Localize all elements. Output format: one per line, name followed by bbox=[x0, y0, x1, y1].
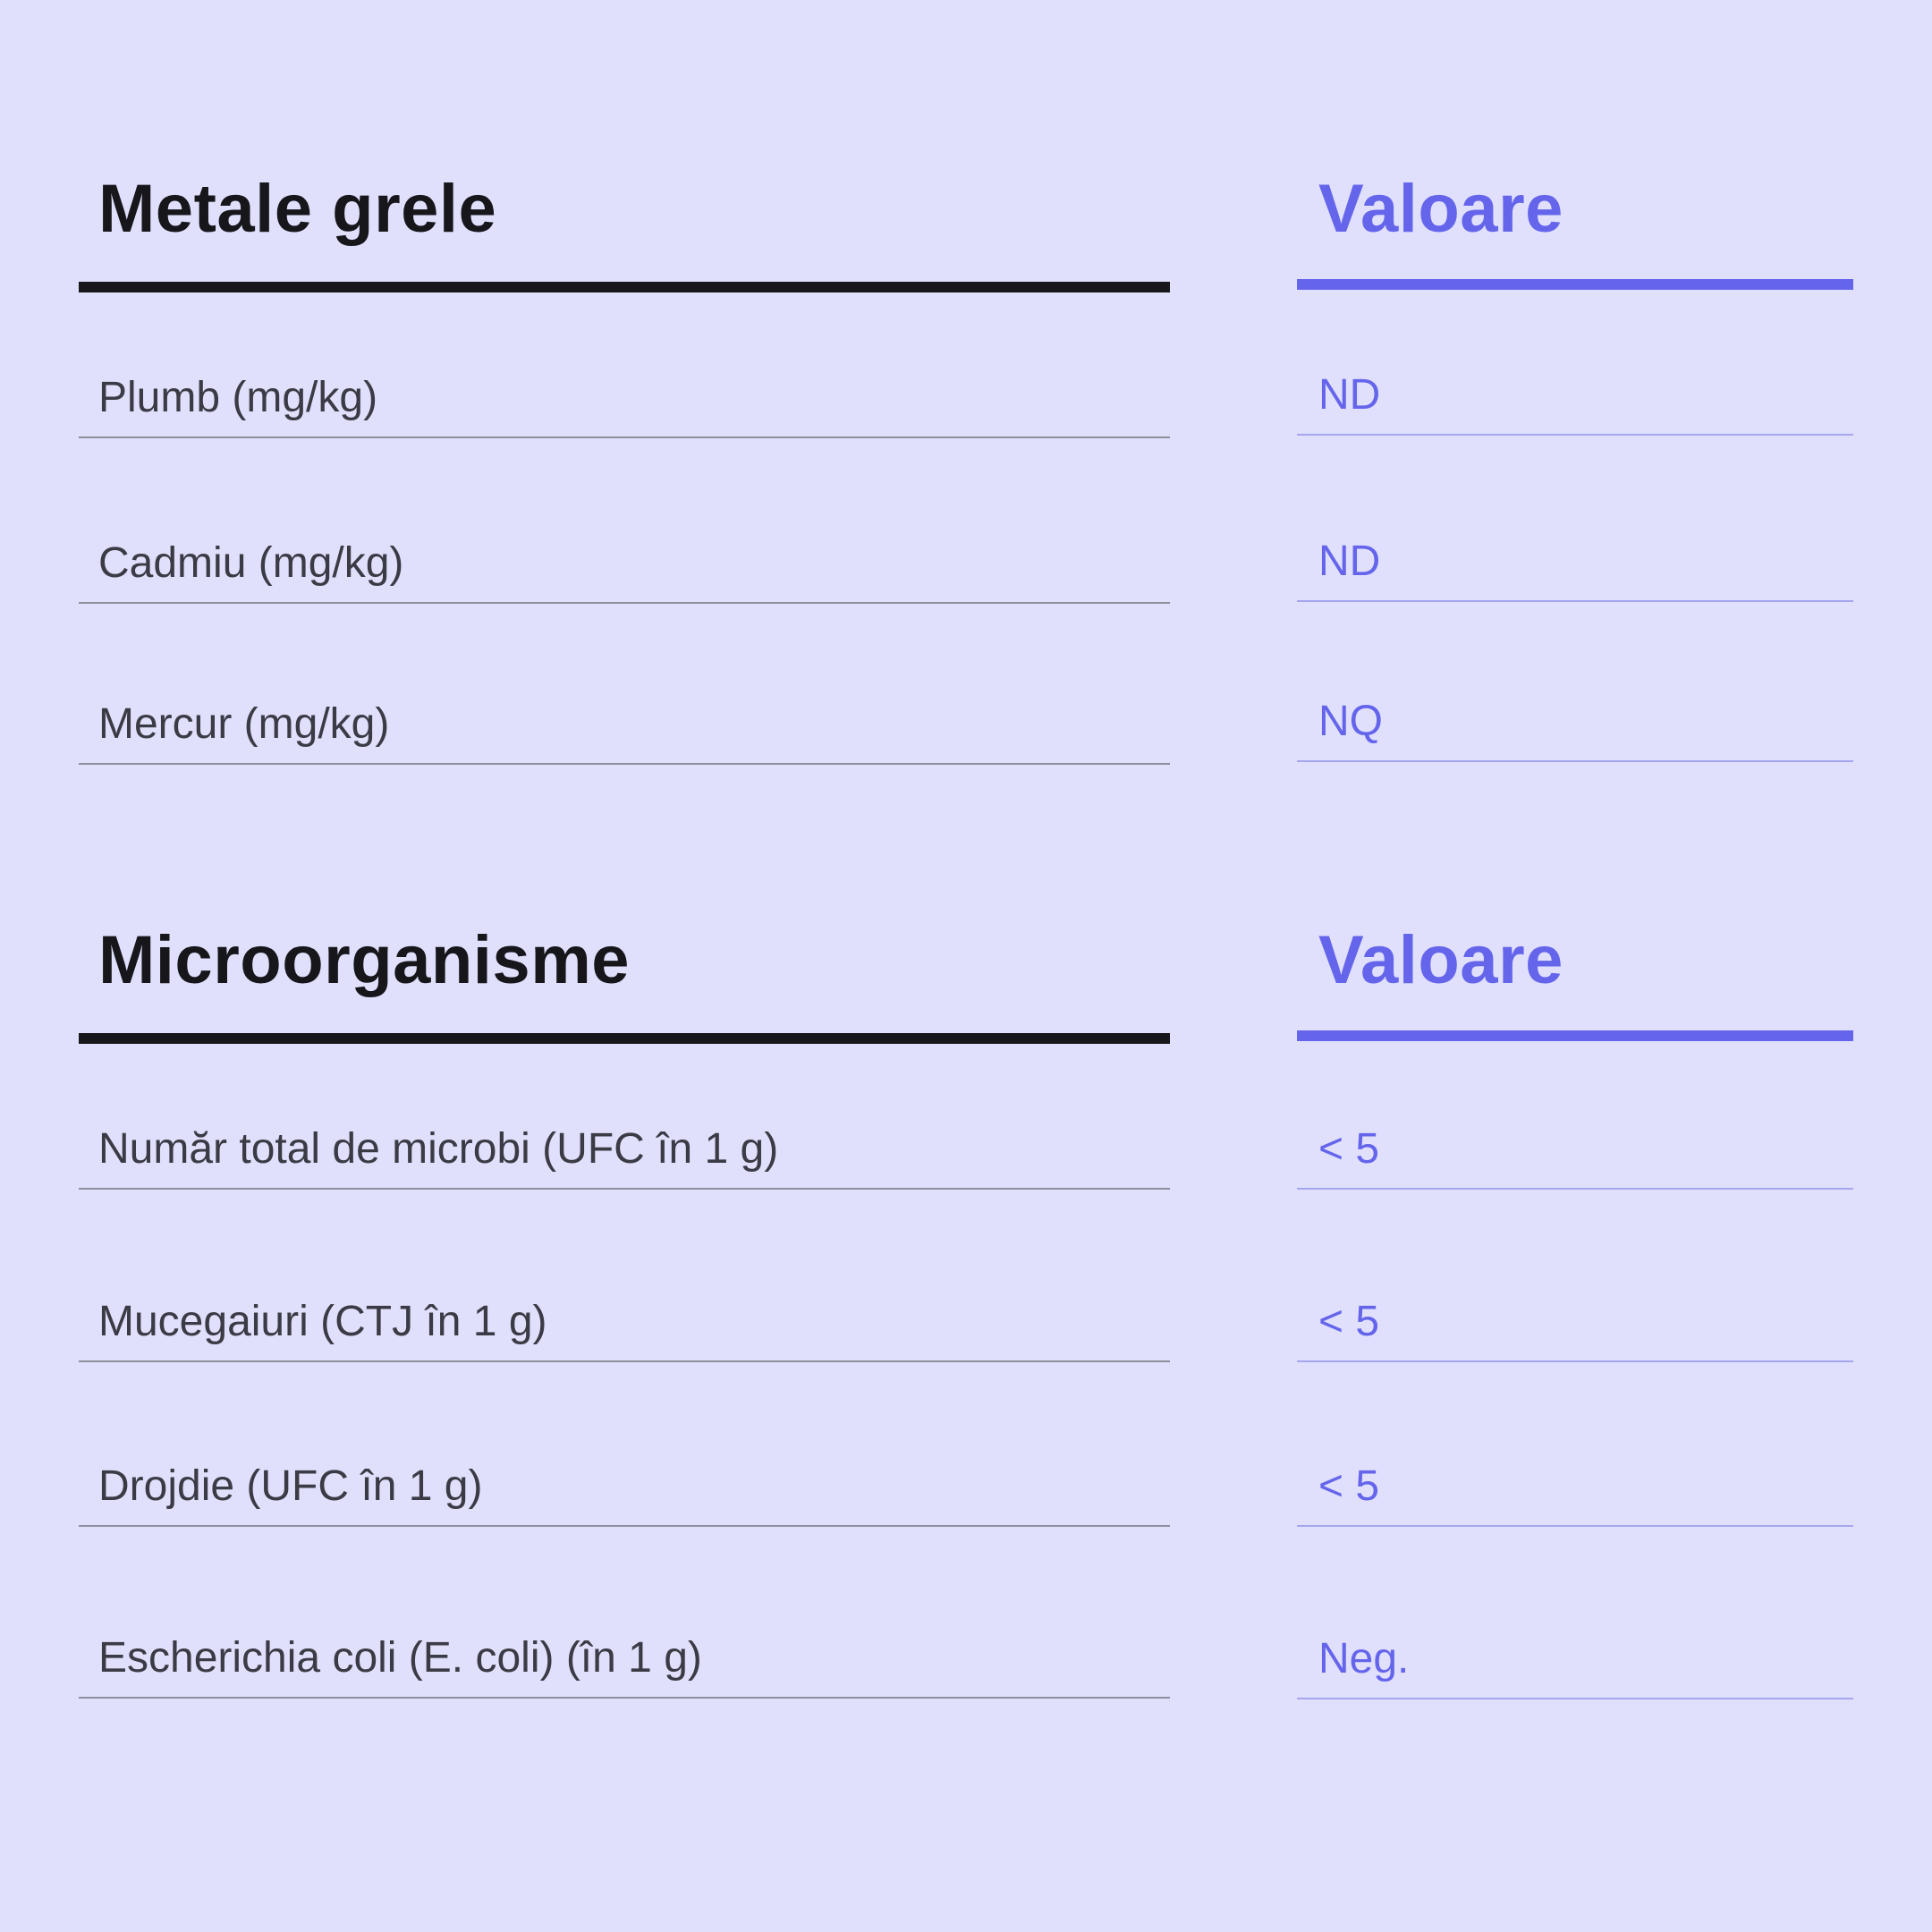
row-divider bbox=[1297, 434, 1853, 436]
table-row bbox=[79, 1609, 1170, 1699]
row-divider bbox=[1297, 1188, 1853, 1190]
row-divider bbox=[79, 436, 1170, 438]
row-value: ND bbox=[1318, 538, 1381, 585]
row-value: ND bbox=[1318, 371, 1381, 419]
section-title-rule bbox=[79, 1033, 1170, 1044]
row-divider bbox=[79, 1188, 1170, 1190]
row-value: NQ bbox=[1318, 698, 1383, 745]
row-divider bbox=[1297, 1698, 1853, 1699]
row-label: Număr total de microbi (UFC în 1 g) bbox=[98, 1125, 779, 1173]
row-divider bbox=[79, 1360, 1170, 1362]
table-row bbox=[79, 1437, 1170, 1527]
row-label: Drojdie (UFC în 1 g) bbox=[98, 1462, 483, 1510]
value-cell bbox=[1297, 1610, 1853, 1699]
row-divider bbox=[79, 763, 1170, 765]
value-cell bbox=[1297, 1437, 1853, 1527]
value-cell bbox=[1297, 346, 1853, 436]
row-divider bbox=[79, 1525, 1170, 1527]
row-divider bbox=[1297, 1360, 1853, 1362]
table-row bbox=[79, 675, 1170, 765]
row-value: < 5 bbox=[1318, 1462, 1380, 1510]
table-row bbox=[79, 514, 1170, 604]
section-title-rule bbox=[79, 282, 1170, 292]
value-cell bbox=[1297, 1100, 1853, 1190]
row-label: Escherichia coli (E. coli) (în 1 g) bbox=[98, 1634, 702, 1682]
section-title: Metale grele bbox=[98, 171, 497, 247]
value-header-rule bbox=[1297, 1030, 1853, 1041]
row-label: Plumb (mg/kg) bbox=[98, 374, 378, 421]
row-value: Neg. bbox=[1318, 1635, 1410, 1682]
table-row bbox=[79, 1100, 1170, 1190]
row-label: Mercur (mg/kg) bbox=[98, 700, 390, 748]
row-divider bbox=[1297, 600, 1853, 602]
row-divider bbox=[79, 602, 1170, 604]
value-header: Valoare bbox=[1318, 171, 1563, 247]
value-cell bbox=[1297, 1273, 1853, 1362]
value-cell bbox=[1297, 673, 1853, 762]
row-divider bbox=[1297, 1525, 1853, 1527]
row-value: < 5 bbox=[1318, 1125, 1380, 1173]
table-row bbox=[79, 349, 1170, 438]
row-label: Cadmiu (mg/kg) bbox=[98, 539, 404, 587]
row-divider bbox=[1297, 760, 1853, 762]
row-divider bbox=[79, 1697, 1170, 1699]
table-row bbox=[79, 1273, 1170, 1362]
value-cell bbox=[1297, 513, 1853, 602]
row-label: Mucegaiuri (CTJ în 1 g) bbox=[98, 1298, 547, 1345]
value-header-rule bbox=[1297, 279, 1853, 290]
section-title: Microorganisme bbox=[98, 922, 631, 998]
row-value: < 5 bbox=[1318, 1298, 1380, 1345]
value-header: Valoare bbox=[1318, 922, 1563, 998]
